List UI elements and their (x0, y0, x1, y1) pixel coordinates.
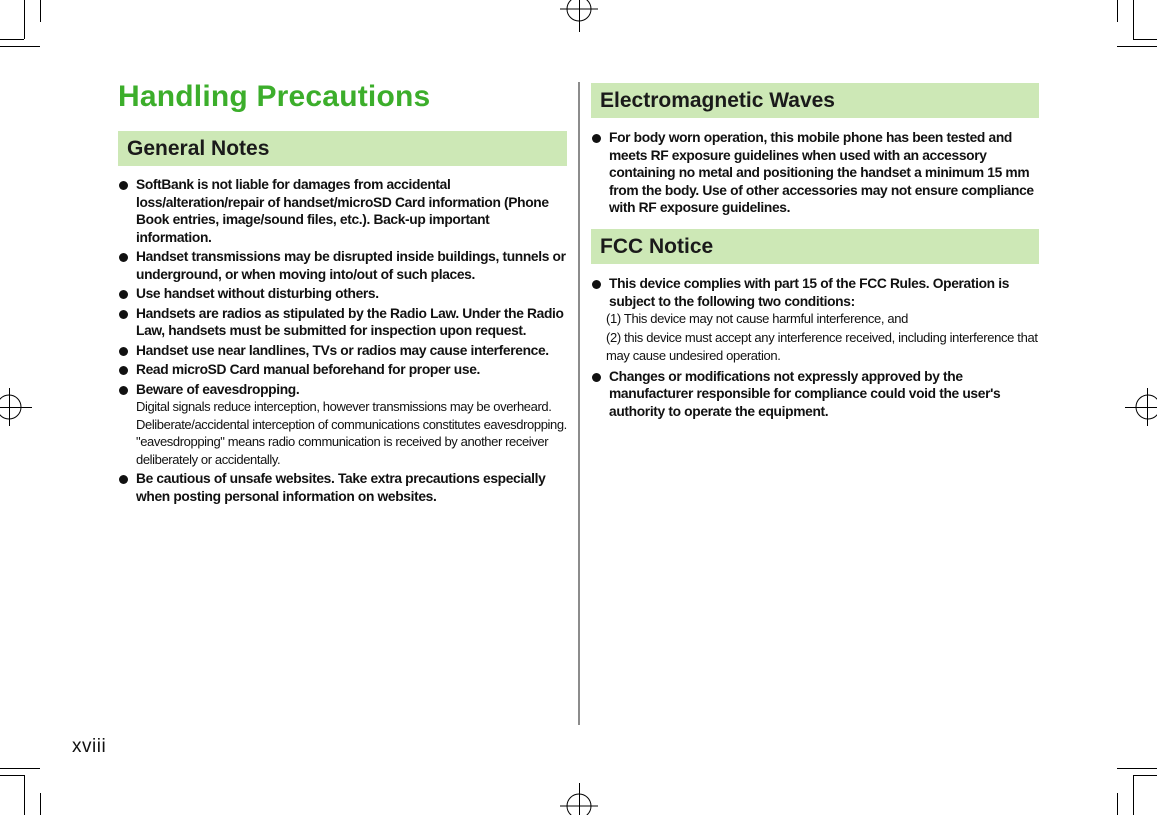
list-item: Changes or modifications not expressly approved by the manufacturer responsible for compliance could void the user's authority to operate the equipment. (592, 368, 1042, 421)
list-item: Handset transmissions may be disrupted inside buildings, tunnels or underground, or when moving into/out of such places. (119, 248, 567, 283)
bullet-icon (119, 347, 128, 356)
bullet-icon (119, 253, 128, 262)
electromagnetic-waves-list (592, 129, 1042, 219)
bullet-icon (119, 366, 128, 375)
list-item: Beware of eavesdropping. Digital signals reduce interception, however transmissions may be overheard. Deliberate/accidental interception of communications constitutes eavesdropping. "eavesdropping" means radio communication is received by another receiver deliberately or accidentally. (119, 381, 567, 469)
list-item: Handset use near landlines, TVs or radios may cause interference. (119, 342, 567, 360)
electromagnetic-waves-heading: Electromagnetic Waves (591, 83, 1039, 118)
bullet-icon (592, 134, 601, 143)
page-number: xviii (72, 736, 107, 757)
bullet-icon (119, 290, 128, 299)
general-notes-list (119, 176, 567, 507)
column-divider (578, 82, 580, 725)
bullet-icon (119, 475, 128, 484)
fcc-condition-2: (2) this device must accept any interference received, including interference that may cause undesired operation. (606, 329, 1038, 363)
list-item: SoftBank is not liable for damages from accidental loss/alteration/repair of handset/microSD Card information (Phone Book entries, image/sound files, etc.). Back-up important information. (119, 176, 567, 246)
bullet-icon (119, 310, 128, 319)
page-title: Handling Precautions (118, 80, 431, 113)
list-item: For body worn operation, this mobile phone has been tested and meets RF exposure guidelines when used with an accessory containing no metal and positioning the handset a minimum 15 mm from the body. Use of other accessories may not ensure compliance with RF exposure guidelines. (592, 129, 1042, 217)
list-item: Be cautious of unsafe websites. Take extra precautions especially when posting personal information on websites. (119, 470, 567, 505)
eavesdropping-definition: "eavesdropping" means radio communication is received by another receiver deliberately or accidentally. (136, 434, 549, 467)
fcc-notice-heading: FCC Notice (591, 229, 1039, 264)
bullet-icon (592, 373, 601, 382)
eavesdropping-note: Digital signals reduce interception, however transmissions may be overheard. Deliberate/accidental interception of communications constitutes eavesdropping. (136, 399, 567, 432)
list-item: Handsets are radios as stipulated by the Radio Law. Under the Radio Law, handsets must be submitted for inspection upon request. (119, 305, 567, 340)
general-notes-heading: General Notes (118, 131, 567, 166)
list-item: Use handset without disturbing others. (119, 285, 567, 303)
fcc-notice-list (592, 275, 1042, 422)
list-item: This device complies with part 15 of the FCC Rules. Operation is subject to the following two conditions: (1) This device may not cause harmful interference, and (2) this device must accept any interference received, including interference that may cause undesired operation. (592, 275, 1042, 366)
fcc-condition-1: (1) This device may not cause harmful interference, and (606, 311, 909, 326)
list-item: Read microSD Card manual beforehand for proper use. (119, 361, 567, 379)
bullet-icon (592, 280, 601, 289)
bullet-icon (119, 386, 128, 395)
bullet-icon (119, 181, 128, 190)
